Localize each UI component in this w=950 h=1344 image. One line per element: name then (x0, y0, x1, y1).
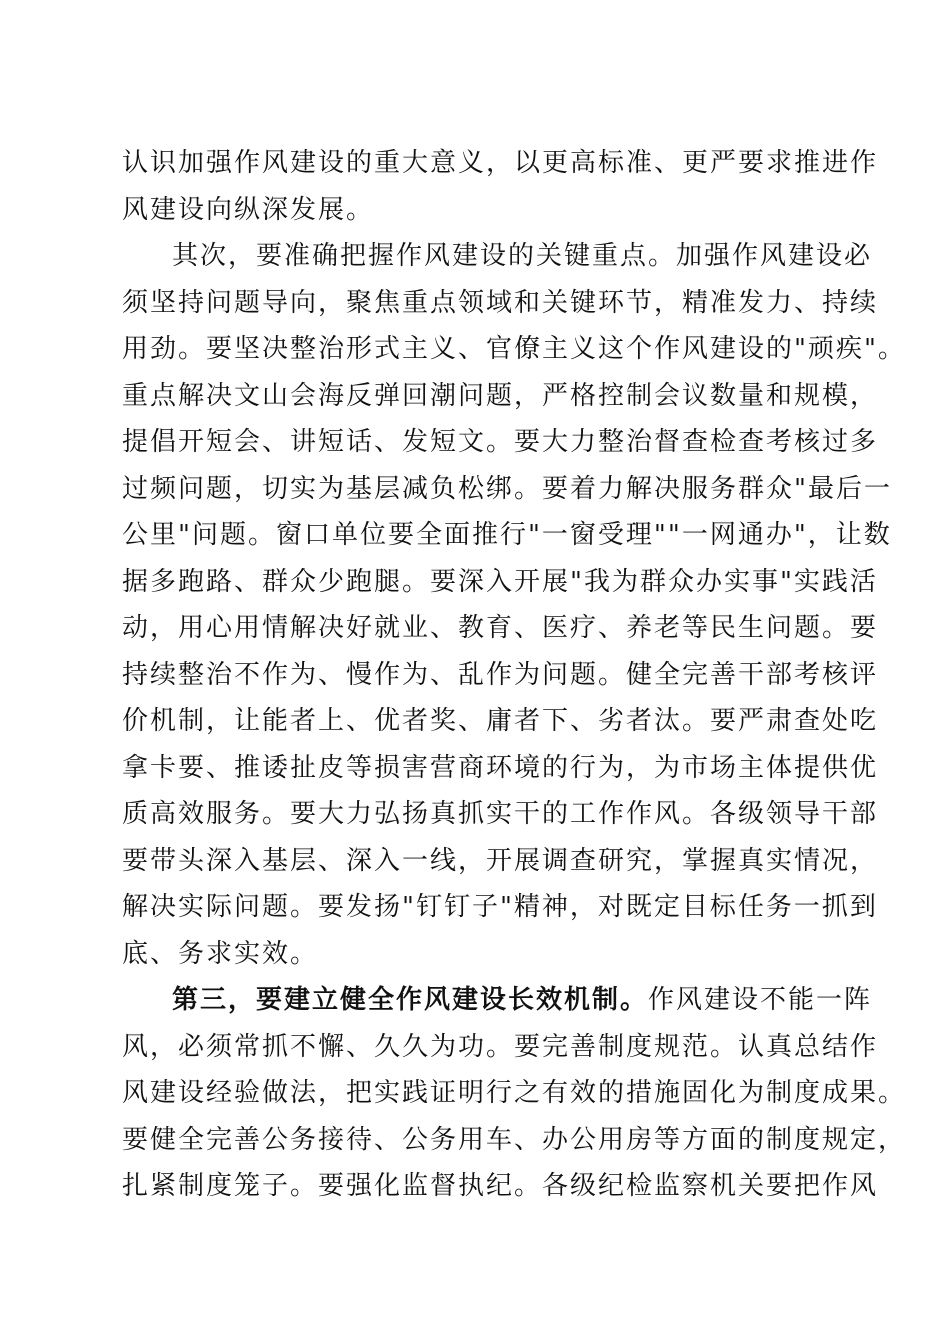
paragraph-2-line-16: 底、务求实效。 (122, 938, 319, 969)
paragraph-2-line-4: 重点解决文山会海反弹回潮问题，严格控制会议数量和规模， (122, 380, 879, 411)
paragraph-1-line-2: 风建设向纵深发展。 (122, 194, 375, 225)
paragraph-2-line-6: 过频问题，切实为基层减负松绑。要着力解决服务群众"最后一 (122, 473, 892, 504)
paragraph-2-line-1: 其次，要准确把握作风建设的关键重点。加强作风建设必 (172, 241, 873, 271)
paragraph-2-line-12: 拿卡要、推诿扯皮等损害营商环境的行为，为市场主体提供优 (122, 752, 879, 783)
paragraph-3-heading: 第三，要建立健全作风建设长效机制。 (172, 985, 649, 1015)
paragraph-3-line-5: 扎紧制度笼子。要强化监督执纪。各级纪检监察机关要把作风 (122, 1171, 879, 1201)
paragraph-2-line-7: 公里"问题。窗口单位要全面推行"一窗受理""一网通办"，让数 (122, 520, 892, 550)
body-text (122, 140, 907, 1210)
paragraph-2-line-5: 提倡开短会、讲短话、发短文。要大力整治督查检查考核过多 (122, 427, 879, 457)
paragraph-3-line-4: 要健全完善公务接待、公务用车、办公用房等方面的制度规定， (122, 1124, 907, 1155)
paragraph-2-line-3: 用劲。要坚决整治形式主义、官僚主义这个作风建设的"顽疾"。 (122, 334, 906, 364)
paragraph-2-line-9: 动，用心用情解决好就业、教育、医疗、养老等民生问题。要 (122, 613, 879, 643)
paragraph-2-line-13: 质高效服务。要大力弘扬真抓实干的工作作风。各级领导干部 (122, 799, 879, 829)
paragraph-3-line-1 (122, 977, 873, 1024)
paragraph-2-line-14: 要带头深入基层、深入一线，开展调查研究，掌握真实情况， (122, 845, 879, 876)
paragraph-1-line-1: 认识加强作风建设的重大意义，以更高标准、更严要求推进作 (122, 148, 879, 178)
paragraph-3-first-line-rest: 作风建设不能一阵 (648, 985, 873, 1015)
paragraph-3-line-2: 风，必须常抓不懈、久久为功。要完善制度规范。认真总结作 (122, 1031, 879, 1062)
paragraph-3-line-3: 风建设经验做法，把实践证明行之有效的措施固化为制度成果。 (122, 1078, 907, 1108)
paragraph-2-line-10: 持续整治不作为、慢作为、乱作为问题。健全完善干部考核评 (122, 659, 879, 690)
paragraph-2-line-11: 价机制，让能者上、优者奖、庸者下、劣者汰。要严肃查处吃 (122, 706, 879, 736)
paragraph-2-line-2: 须坚持问题导向，聚焦重点领域和关键环节，精准发力、持续 (122, 287, 879, 318)
paragraph-2-line-15: 解决实际问题。要发扬"钉钉子"精神，对既定目标任务一抓到 (122, 892, 878, 922)
paragraph-2-line-8: 据多跑路、群众少跑腿。要深入开展"我为群众办实事"实践活 (122, 566, 878, 597)
